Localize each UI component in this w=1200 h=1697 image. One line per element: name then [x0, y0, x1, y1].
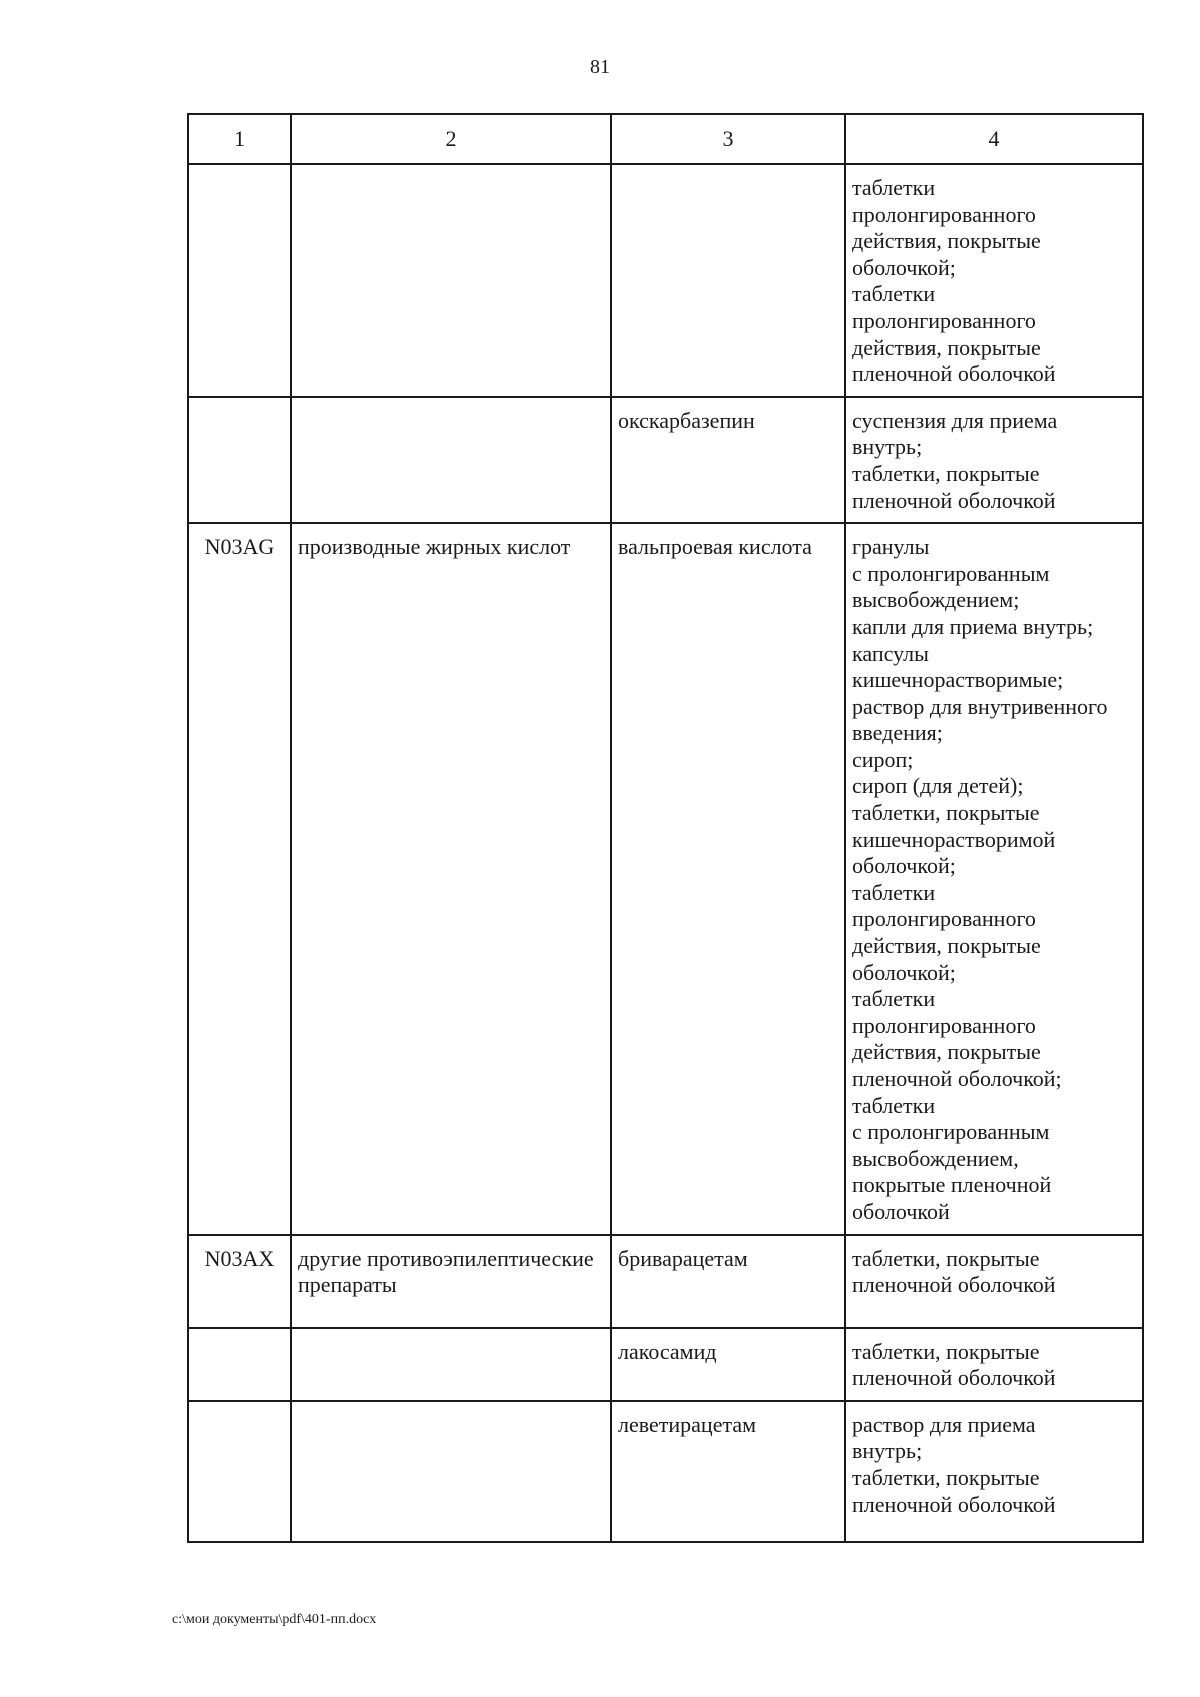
dosage-form-line: действия, покрытые: [852, 334, 1041, 360]
dosage-form-line: пленочной оболочкой: [852, 1365, 1056, 1391]
dosage-form-line: внутрь;: [852, 1438, 923, 1464]
dosage-form-line: пленочной оболочкой: [852, 487, 1056, 513]
dosage-form-line: оболочкой;: [852, 254, 956, 280]
dosage-form-line: с пролонгированным: [852, 560, 1050, 586]
column-header-2: 2: [291, 114, 611, 164]
active-substance-cell: лакосамид: [611, 1328, 845, 1401]
table-row: [188, 397, 1143, 523]
dosage-forms-cell: [845, 1235, 1143, 1328]
pharmacological-group-cell: [291, 1328, 611, 1401]
dosage-form-line: раствор для внутривенного: [852, 693, 1108, 719]
dosage-form-line: пленочной оболочкой;: [852, 1066, 1062, 1091]
dosage-form-line: с пролонгированным: [852, 1119, 1050, 1145]
dosage-forms-cell: [845, 164, 1143, 397]
dosage-form-line: покрытые пленочной: [852, 1172, 1052, 1198]
table-row: [188, 523, 1143, 1234]
atc-code-cell: [188, 1328, 291, 1401]
column-header-1: 1: [188, 114, 291, 164]
dosage-form-line: таблетки: [852, 986, 936, 1012]
atc-code-cell: [188, 397, 291, 523]
pharmacological-group-cell: производные жирных кислот: [291, 523, 611, 1234]
dosage-form-line: оболочкой;: [852, 853, 956, 879]
table-header-row: [188, 114, 1143, 164]
dosage-form-line: оболочкой;: [852, 959, 956, 985]
dosage-form-line: таблетки, покрытые: [852, 800, 1040, 826]
dosage-form-line: таблетки: [852, 281, 936, 307]
pharmacological-group-cell: [291, 1401, 611, 1542]
medication-table: [187, 113, 1144, 1543]
dosage-form-line: таблетки, покрытые: [852, 460, 1040, 486]
table-row: [188, 1401, 1143, 1542]
dosage-form-line: кишечнорастворимой: [852, 826, 1056, 852]
dosage-form-line: суспензия для приема: [852, 407, 1058, 433]
dosage-forms-cell: [845, 523, 1143, 1234]
dosage-form-line: гранулы: [852, 534, 930, 560]
dosage-form-line: сироп (для детей);: [852, 773, 1024, 799]
dosage-form-line: внутрь;: [852, 434, 923, 460]
column-header-4: 4: [845, 114, 1143, 164]
atc-code-cell: N03AG: [188, 523, 291, 1234]
table-row: [188, 1328, 1143, 1401]
dosage-form-line: действия, покрытые: [852, 933, 1041, 959]
dosage-form-line: высвобождением;: [852, 587, 1020, 613]
dosage-form-line: пролонгированного: [852, 1012, 1036, 1038]
dosage-form-line: пролонгированного: [852, 906, 1036, 932]
atc-code-cell: [188, 164, 291, 397]
pharmacological-group-cell: [291, 397, 611, 523]
column-header-3: 3: [611, 114, 845, 164]
table-body: [188, 164, 1143, 1542]
atc-code-cell: [188, 1401, 291, 1542]
dosage-form-line: действия, покрытые: [852, 228, 1041, 254]
pharmacological-group-cell: другие противоэпилептические препараты: [291, 1235, 611, 1328]
page-number: 81: [590, 56, 610, 78]
dosage-form-line: пленочной оболочкой: [852, 1272, 1056, 1298]
active-substance-cell: [611, 164, 845, 397]
dosage-form-line: оболочкой: [852, 1198, 950, 1224]
dosage-forms-cell: [845, 1401, 1143, 1542]
dosage-forms-cell: [845, 1328, 1143, 1401]
dosage-form-line: таблетки, покрытые: [852, 1464, 1040, 1490]
active-substance-cell: вальпроевая кислота: [611, 523, 845, 1234]
dosage-form-line: пролонгированного: [852, 307, 1036, 333]
dosage-form-line: раствор для приема: [852, 1411, 1036, 1437]
dosage-form-line: таблетки, покрытые: [852, 1245, 1040, 1271]
dosage-form-line: капли для приема внутрь;: [852, 613, 1094, 639]
dosage-form-line: введения;: [852, 720, 943, 746]
dosage-form-line: пролонгированного: [852, 201, 1036, 227]
pharmacological-group-cell: [291, 164, 611, 397]
dosage-form-line: пленочной оболочкой: [852, 1491, 1056, 1517]
active-substance-cell: бриварацетам: [611, 1235, 845, 1328]
dosage-form-line: таблетки, покрытые: [852, 1338, 1040, 1364]
dosage-form-line: таблетки: [852, 175, 936, 200]
active-substance-cell: леветирацетам: [611, 1401, 845, 1542]
dosage-form-line: сироп;: [852, 746, 914, 772]
table-row: [188, 164, 1143, 397]
dosage-forms-cell: [845, 397, 1143, 523]
dosage-form-line: кишечнорастворимые;: [852, 667, 1064, 693]
table-row: [188, 1235, 1143, 1328]
atc-code-cell: N03AX: [188, 1235, 291, 1328]
dosage-form-line: пленочной оболочкой: [852, 361, 1056, 387]
dosage-form-line: капсулы: [852, 640, 929, 666]
dosage-form-line: таблетки: [852, 1092, 936, 1118]
dosage-form-line: таблетки: [852, 879, 936, 905]
dosage-form-line: действия, покрытые: [852, 1039, 1041, 1065]
document-file-path: c:\мои документы\pdf\401-пп.docx: [172, 1612, 377, 1627]
active-substance-cell: окскарбазепин: [611, 397, 845, 523]
dosage-form-line: высвобождением,: [852, 1145, 1019, 1171]
